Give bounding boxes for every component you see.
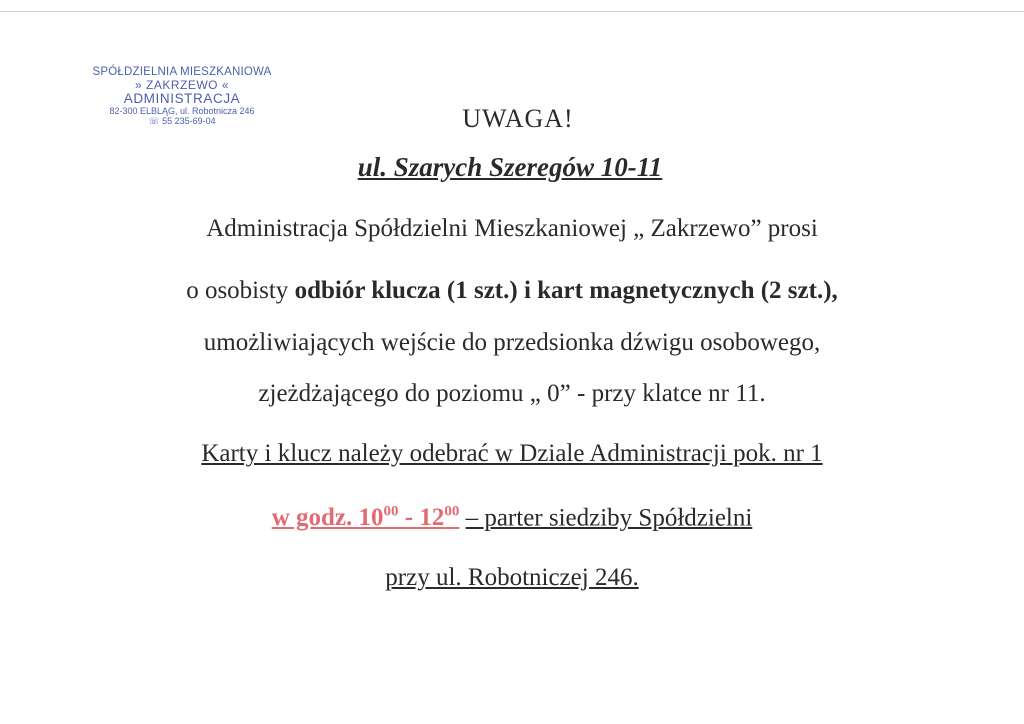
hours-dash: - 12 bbox=[398, 504, 445, 532]
stamp-line: ADMINISTRACJA bbox=[123, 90, 241, 106]
street-address: ul. Szarych Szeregów 10-11 bbox=[357, 152, 663, 182]
body-line: Administracja Spółdzielni Mieszkaniowej „ Zakrzewo” prosi bbox=[206, 215, 818, 242]
top-rule bbox=[0, 11, 1024, 12]
body-bold-text: odbiór klucza (1 szt.) i kart magnetycznych (2 szt.), bbox=[294, 277, 838, 304]
stamp-line: » ZAKRZEWO « bbox=[134, 77, 229, 92]
body-line: zjeżdżającego do poziomu „ 0” - przy klatce nr 11. bbox=[258, 380, 766, 407]
notice-heading: UWAGA! bbox=[462, 104, 574, 133]
stamp-line: 82-300 ELBLĄG, ul. Robotnicza 246 bbox=[109, 105, 255, 116]
body-line bbox=[0, 277, 1024, 305]
body-text: o osobisty bbox=[186, 277, 295, 304]
stamp-line: SPÓŁDZIELNIA MIESZKANIOWA bbox=[92, 66, 272, 78]
body-line: przy ul. Robotniczej 246. bbox=[385, 564, 639, 591]
body-text: – parter siedziby Spółdzielni bbox=[465, 504, 753, 532]
stamp-phone: ☏ 55 235-69-04 bbox=[148, 115, 216, 126]
hours-end-minutes: 00 bbox=[444, 504, 460, 520]
office-hours bbox=[272, 504, 460, 531]
hours-prefix: w godz. 10 bbox=[271, 504, 384, 532]
body-line: umożliwiających wejście do przedsionka dźwigu osobowego, bbox=[203, 329, 821, 356]
administration-stamp bbox=[82, 66, 282, 126]
hours-start-minutes: 00 bbox=[383, 504, 399, 520]
body-line bbox=[0, 504, 1024, 532]
body-line: Karty i klucz należy odebrać w Dziale Administracji pok. nr 1 bbox=[201, 440, 823, 467]
